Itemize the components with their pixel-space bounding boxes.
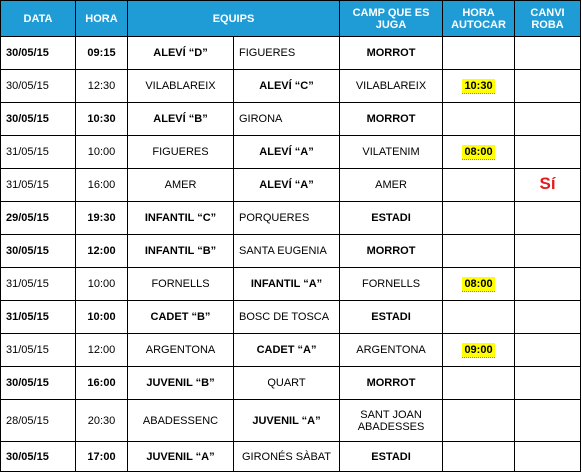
field-cell: ESTADI: [340, 202, 443, 235]
date-cell: 31/05/15: [1, 268, 76, 301]
field-cell: AMER: [340, 169, 443, 202]
bus-time-cell: [443, 367, 515, 400]
field-cell: VILATENIM: [340, 136, 443, 169]
field-cell: MORROT: [340, 367, 443, 400]
time-cell: 10:00: [76, 136, 128, 169]
away-team-cell: GIRONÉS SÀBAT: [234, 442, 340, 472]
clothes-change-cell: [515, 334, 581, 367]
away-team-cell: PORQUERES: [234, 202, 340, 235]
table-row: [1, 334, 581, 367]
date-cell: 30/05/15: [1, 70, 76, 103]
bus-time-cell: [443, 37, 515, 70]
away-team-cell: FIGUERES: [234, 37, 340, 70]
bus-time-cell: [443, 268, 515, 301]
date-cell: 31/05/15: [1, 334, 76, 367]
time-cell: 12:00: [76, 334, 128, 367]
table-row: [1, 367, 581, 400]
time-cell: 12:30: [76, 70, 128, 103]
time-cell: 16:00: [76, 169, 128, 202]
time-cell: 10:00: [76, 301, 128, 334]
table-row: [1, 400, 581, 442]
away-team-cell: QUART: [234, 367, 340, 400]
time-cell: 19:30: [76, 202, 128, 235]
header-row: [1, 1, 581, 37]
clothes-change-cell: [515, 367, 581, 400]
bus-time-cell: [443, 103, 515, 136]
header-teams: EQUIPS: [128, 1, 340, 37]
home-team-cell: ABADESSENC: [128, 400, 234, 442]
home-team-cell: ALEVÍ “B”: [128, 103, 234, 136]
date-cell: 31/05/15: [1, 301, 76, 334]
bus-time-highlight: 08:00: [464, 278, 493, 290]
field-cell: SANT JOAN ABADESSES: [340, 400, 443, 442]
away-team-cell: JUVENIL “A”: [234, 400, 340, 442]
home-team-cell: FIGUERES: [128, 136, 234, 169]
date-cell: 30/05/15: [1, 442, 76, 472]
clothes-change-cell: [515, 442, 581, 472]
date-cell: 30/05/15: [1, 37, 76, 70]
header-date: DATA: [1, 1, 76, 37]
away-team-cell: INFANTIL “A”: [234, 268, 340, 301]
clothes-change-cell: [515, 103, 581, 136]
home-team-cell: INFANTIL “C”: [128, 202, 234, 235]
table-row: [1, 301, 581, 334]
header-time: HORA: [76, 1, 128, 37]
field-cell: VILABLAREIX: [340, 70, 443, 103]
time-cell: 10:00: [76, 268, 128, 301]
clothes-change-cell: [515, 301, 581, 334]
clothes-change-cell: [515, 37, 581, 70]
away-team-cell: SANTA EUGENIA: [234, 235, 340, 268]
time-cell: 12:00: [76, 235, 128, 268]
clothes-change-mark: Sí: [539, 174, 556, 193]
home-team-cell: VILABLAREIX: [128, 70, 234, 103]
bus-time-cell: [443, 400, 515, 442]
bus-time-cell: [443, 442, 515, 472]
header-clothes-change: CANVI ROBA: [515, 1, 581, 37]
away-team-cell: GIRONA: [234, 103, 340, 136]
bus-time-cell: [443, 202, 515, 235]
time-cell: 10:30: [76, 103, 128, 136]
clothes-change-cell: [515, 169, 581, 202]
clothes-change-cell: [515, 268, 581, 301]
date-cell: 31/05/15: [1, 169, 76, 202]
time-cell: 17:00: [76, 442, 128, 472]
table-row: [1, 235, 581, 268]
home-team-cell: FORNELLS: [128, 268, 234, 301]
away-team-cell: ALEVÍ “A”: [234, 136, 340, 169]
bus-time-cell: [443, 301, 515, 334]
table-row: [1, 70, 581, 103]
table-row: [1, 103, 581, 136]
bus-time-highlight: 09:00: [464, 344, 493, 356]
home-team-cell: ARGENTONA: [128, 334, 234, 367]
bus-time-cell: [443, 136, 515, 169]
table-row: [1, 202, 581, 235]
field-cell: ARGENTONA: [340, 334, 443, 367]
home-team-cell: AMER: [128, 169, 234, 202]
home-team-cell: ALEVÍ “D”: [128, 37, 234, 70]
home-team-cell: JUVENIL “A”: [128, 442, 234, 472]
away-team-cell: BOSC DE TOSCA: [234, 301, 340, 334]
home-team-cell: JUVENIL “B”: [128, 367, 234, 400]
home-team-cell: INFANTIL “B”: [128, 235, 234, 268]
time-cell: 09:15: [76, 37, 128, 70]
table-row: [1, 442, 581, 472]
table-row: [1, 169, 581, 202]
field-cell: ESTADI: [340, 442, 443, 472]
bus-time-highlight: 08:00: [464, 146, 493, 158]
table-row: [1, 37, 581, 70]
header-field: CAMP QUE ES JUGA: [340, 1, 443, 37]
field-cell: FORNELLS: [340, 268, 443, 301]
away-team-cell: CADET “A”: [234, 334, 340, 367]
date-cell: 28/05/15: [1, 400, 76, 442]
time-cell: 20:30: [76, 400, 128, 442]
home-team-cell: CADET “B”: [128, 301, 234, 334]
bus-time-cell: [443, 169, 515, 202]
bus-time-cell: [443, 70, 515, 103]
field-cell: ESTADI: [340, 301, 443, 334]
bus-time-cell: [443, 235, 515, 268]
clothes-change-cell: [515, 70, 581, 103]
bus-time-highlight: 10:30: [464, 80, 493, 92]
clothes-change-cell: [515, 235, 581, 268]
bus-time-cell: [443, 334, 515, 367]
time-cell: 16:00: [76, 367, 128, 400]
away-team-cell: ALEVÍ “C”: [234, 70, 340, 103]
date-cell: 30/05/15: [1, 103, 76, 136]
clothes-change-cell: [515, 202, 581, 235]
header-bus-time: HORA AUTOCAR: [443, 1, 515, 37]
table-row: [1, 136, 581, 169]
date-cell: 29/05/15: [1, 202, 76, 235]
date-cell: 31/05/15: [1, 136, 76, 169]
table-row: [1, 268, 581, 301]
away-team-cell: ALEVÍ “A”: [234, 169, 340, 202]
field-cell: MORROT: [340, 37, 443, 70]
field-cell: MORROT: [340, 103, 443, 136]
clothes-change-cell: [515, 136, 581, 169]
date-cell: 30/05/15: [1, 235, 76, 268]
date-cell: 30/05/15: [1, 367, 76, 400]
field-cell: MORROT: [340, 235, 443, 268]
clothes-change-cell: [515, 400, 581, 442]
